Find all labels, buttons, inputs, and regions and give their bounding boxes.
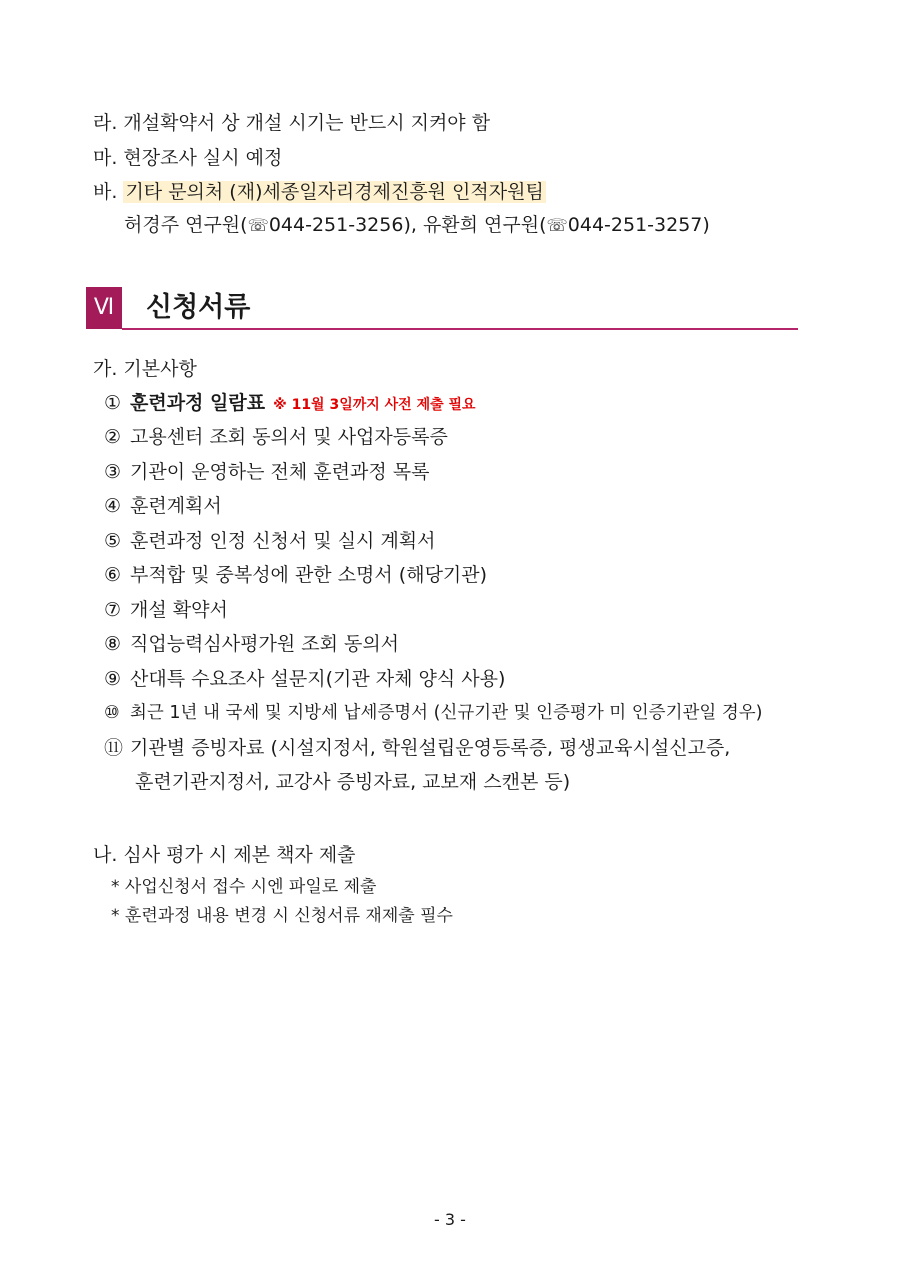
item-text: 훈련과정 일람표 (130, 392, 266, 414)
list-item (104, 736, 730, 760)
list-item (104, 460, 429, 484)
item-number: ⑨ (104, 668, 122, 690)
item-text: 훈련계획서 (130, 495, 222, 517)
list-item (104, 667, 505, 691)
ga-heading: 가. 기본사항 (93, 358, 197, 380)
item-ba (93, 180, 546, 204)
contact-mid: ), 유환희 연구원( (403, 214, 547, 236)
list-item (104, 425, 448, 449)
deadline-note: ※ 11월 3일까지 사전 제출 필요 (273, 397, 476, 413)
list-item (104, 391, 476, 417)
item-number: ⑩ (104, 703, 120, 723)
section-divider (122, 328, 798, 330)
item-text: 부적합 및 중복성에 관한 소명서 (해당기관) (130, 564, 488, 586)
contact-1-name: 허경주 연구원( (124, 214, 248, 236)
item-number: ④ (104, 495, 122, 517)
na-note: * 사업신청서 접수 시엔 파일로 제출 (111, 877, 377, 897)
item-number: ⑪ (104, 737, 124, 759)
contact-line (124, 213, 710, 238)
item-number: ⑧ (104, 633, 122, 655)
na-note: * 훈련과정 내용 변경 시 신청서류 재제출 필수 (111, 906, 453, 926)
item-text: 최근 1년 내 국세 및 지방세 납세증명서 (신규기관 및 인증평가 미 인증기관일 경우) (130, 703, 763, 723)
item-number: ⑤ (104, 530, 122, 552)
item-ma: 마. 현장조사 실시 예정 (93, 147, 283, 169)
contact-1-phone: 044-251-3256 (268, 214, 404, 236)
list-item-continuation: 훈련기관지정서, 교강사 증빙자료, 교보재 스캔본 등) (135, 771, 571, 793)
item-number: ② (104, 426, 122, 448)
list-item (104, 529, 436, 553)
item-ba-prefix: 바. (93, 181, 118, 203)
item-text: 훈련과정 인정 신청서 및 실시 계획서 (130, 530, 436, 552)
contact-highlight: 기타 문의처 (재)세종일자리경제진흥원 인적자원팀 (125, 181, 544, 203)
contact-end: ) (702, 214, 710, 236)
list-item (104, 598, 228, 622)
item-text: 고용센터 조회 동의서 및 사업자등록증 (130, 426, 448, 448)
list-item (104, 494, 222, 518)
section-header (86, 287, 798, 331)
section-number-badge: Ⅵ (86, 287, 122, 329)
item-text: 산대특 수요조사 설문지(기관 자체 양식 사용) (130, 668, 506, 690)
section-title: 신청서류 (146, 292, 251, 323)
list-item (104, 563, 487, 587)
na-heading: 나. 심사 평가 시 제본 책자 제출 (93, 844, 356, 866)
list-item (104, 701, 763, 725)
telephone-icon: ☏ (546, 216, 568, 236)
list-item (104, 632, 399, 656)
item-number: ⑦ (104, 599, 122, 621)
telephone-icon: ☏ (247, 216, 269, 236)
item-text: 개설 확약서 (130, 599, 228, 621)
item-number: ① (104, 392, 122, 414)
item-text: 기관별 증빙자료 (시설지정서, 학원설립운영등록증, 평생교육시설신고증, (130, 737, 731, 759)
item-number: ⑥ (104, 564, 122, 586)
item-ra: 라. 개설확약서 상 개설 시기는 반드시 지켜야 함 (93, 112, 491, 134)
contact-2-phone: 044-251-3257 (567, 214, 703, 236)
page-number: - 3 - (434, 1210, 466, 1229)
item-text: 기관이 운영하는 전체 훈련과정 목록 (130, 461, 430, 483)
item-text: 직업능력심사평가원 조회 동의서 (130, 633, 400, 655)
item-number: ③ (104, 461, 122, 483)
